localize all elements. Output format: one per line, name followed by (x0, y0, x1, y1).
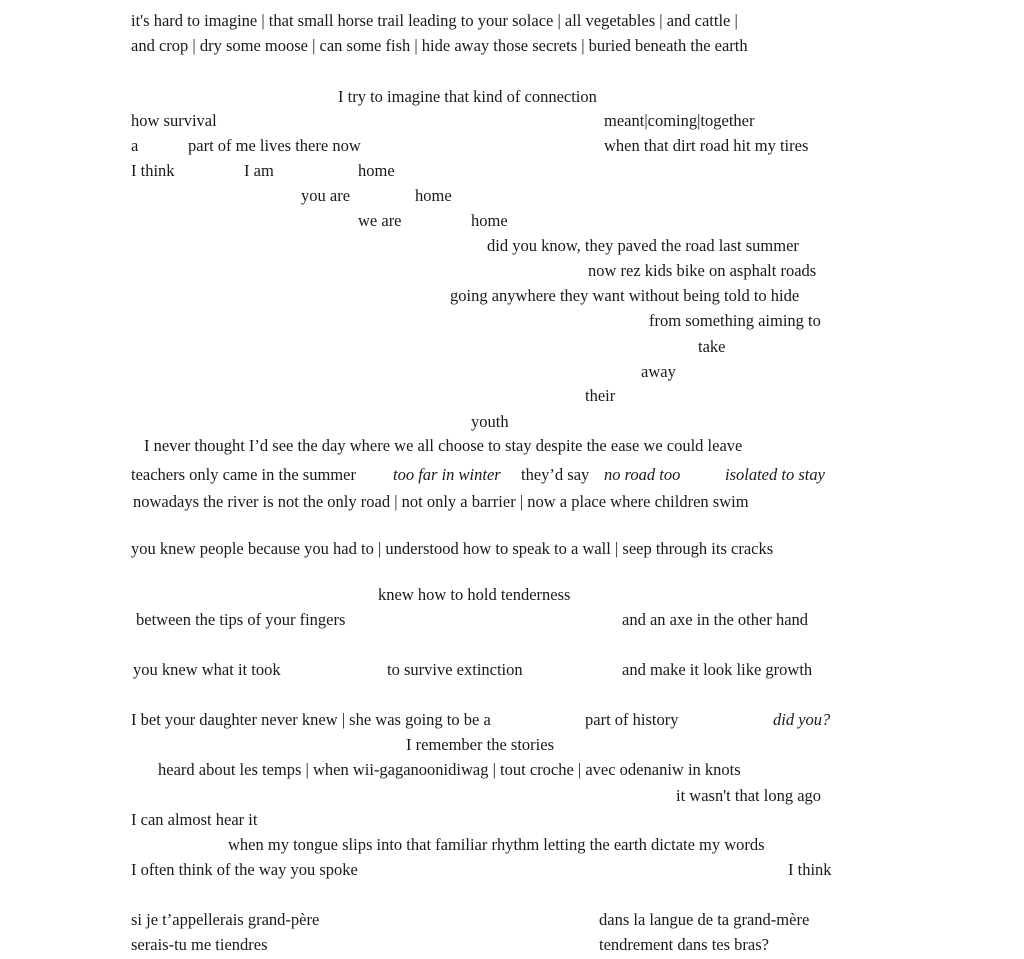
poem-fragment: a (131, 136, 139, 155)
poem-fragment: to survive extinction (387, 660, 523, 679)
poem-fragment-italic: too far in winter (393, 465, 501, 484)
poem-line: now rez kids bike on asphalt roads (588, 261, 817, 280)
poem-fragment: part of me lives there now (188, 136, 361, 155)
poem-fragment: si je t’appellerais grand-père (131, 910, 320, 929)
poem-line: did you know, they paved the road last summer (487, 236, 799, 255)
poem-fragment: I often think of the way you spoke (131, 860, 358, 879)
poem-fragment: home (358, 161, 395, 180)
poem-line: you knew people because you had to | understood how to speak to a wall | seep through its cracks (131, 539, 774, 558)
poem-line: heard about les temps | when wii-gaganoonidiwag | tout croche | avec odenaniw in knots (158, 760, 741, 779)
poem-fragment-italic: no road too (604, 465, 681, 484)
poem-fragment: when that dirt road hit my tires (604, 136, 809, 155)
poem-fragment: how survival (131, 111, 217, 130)
poem-fragment: they’d say (521, 465, 590, 484)
poem-fragment: and make it look like growth (622, 660, 813, 679)
poem-line: I remember the stories (406, 735, 554, 754)
poem-fragment: their (585, 386, 616, 405)
poem-line: nowadays the river is not the only road | not only a barrier | now a place where children swim (133, 492, 749, 511)
poem-fragment: home (471, 211, 508, 230)
poem-fragment: home (415, 186, 452, 205)
poem-line: I try to imagine that kind of connection (338, 87, 597, 106)
poem-line: it wasn't that long ago (676, 786, 822, 805)
poem-fragment: youth (471, 412, 509, 431)
poem-line: I never thought I’d see the day where we all choose to stay despite the ease we could leave (144, 436, 743, 455)
poem-line: knew how to hold tenderness (378, 585, 571, 604)
poem-fragment: you knew what it took (133, 660, 281, 679)
poem-fragment: I am (244, 161, 274, 180)
poem-fragment: part of history (585, 710, 679, 729)
poem-fragment: you are (301, 186, 351, 205)
poem-fragment: I bet your daughter never knew | she was going to be a (131, 710, 491, 729)
poem-line: and crop | dry some moose | can some fish | hide away those secrets | buried beneath the earth (131, 36, 748, 55)
poem-fragment: away (641, 362, 676, 381)
poem-line: from something aiming to (649, 311, 821, 330)
poem-line: going anywhere they want without being told to hide (450, 286, 800, 305)
poem-line: when my tongue slips into that familiar rhythm letting the earth dictate my words (228, 835, 765, 854)
poem-fragment: dans la langue de ta grand-mère (599, 910, 810, 929)
poem-line: it's hard to imagine | that small horse trail leading to your solace | all vegetables | and cattle | (131, 11, 738, 30)
poem-fragment: teachers only came in the summer (131, 465, 356, 484)
poem-fragment-italic: did you? (773, 710, 831, 729)
poem-fragment: I think (788, 860, 832, 879)
poem-fragment: serais-tu me tiendres (131, 935, 268, 954)
poem-fragment: between the tips of your fingers (136, 610, 346, 629)
poem-fragment: and an axe in the other hand (622, 610, 809, 629)
poem-fragment: we are (358, 211, 402, 230)
poem-fragment: tendrement dans tes bras? (599, 935, 769, 954)
poem-fragment-italic: isolated to stay (725, 465, 825, 484)
poem-fragment: meant|coming|together (604, 111, 755, 130)
poem-fragment: take (698, 337, 726, 356)
poem-fragment: I think (131, 161, 175, 180)
poem-line: I can almost hear it (131, 810, 258, 829)
